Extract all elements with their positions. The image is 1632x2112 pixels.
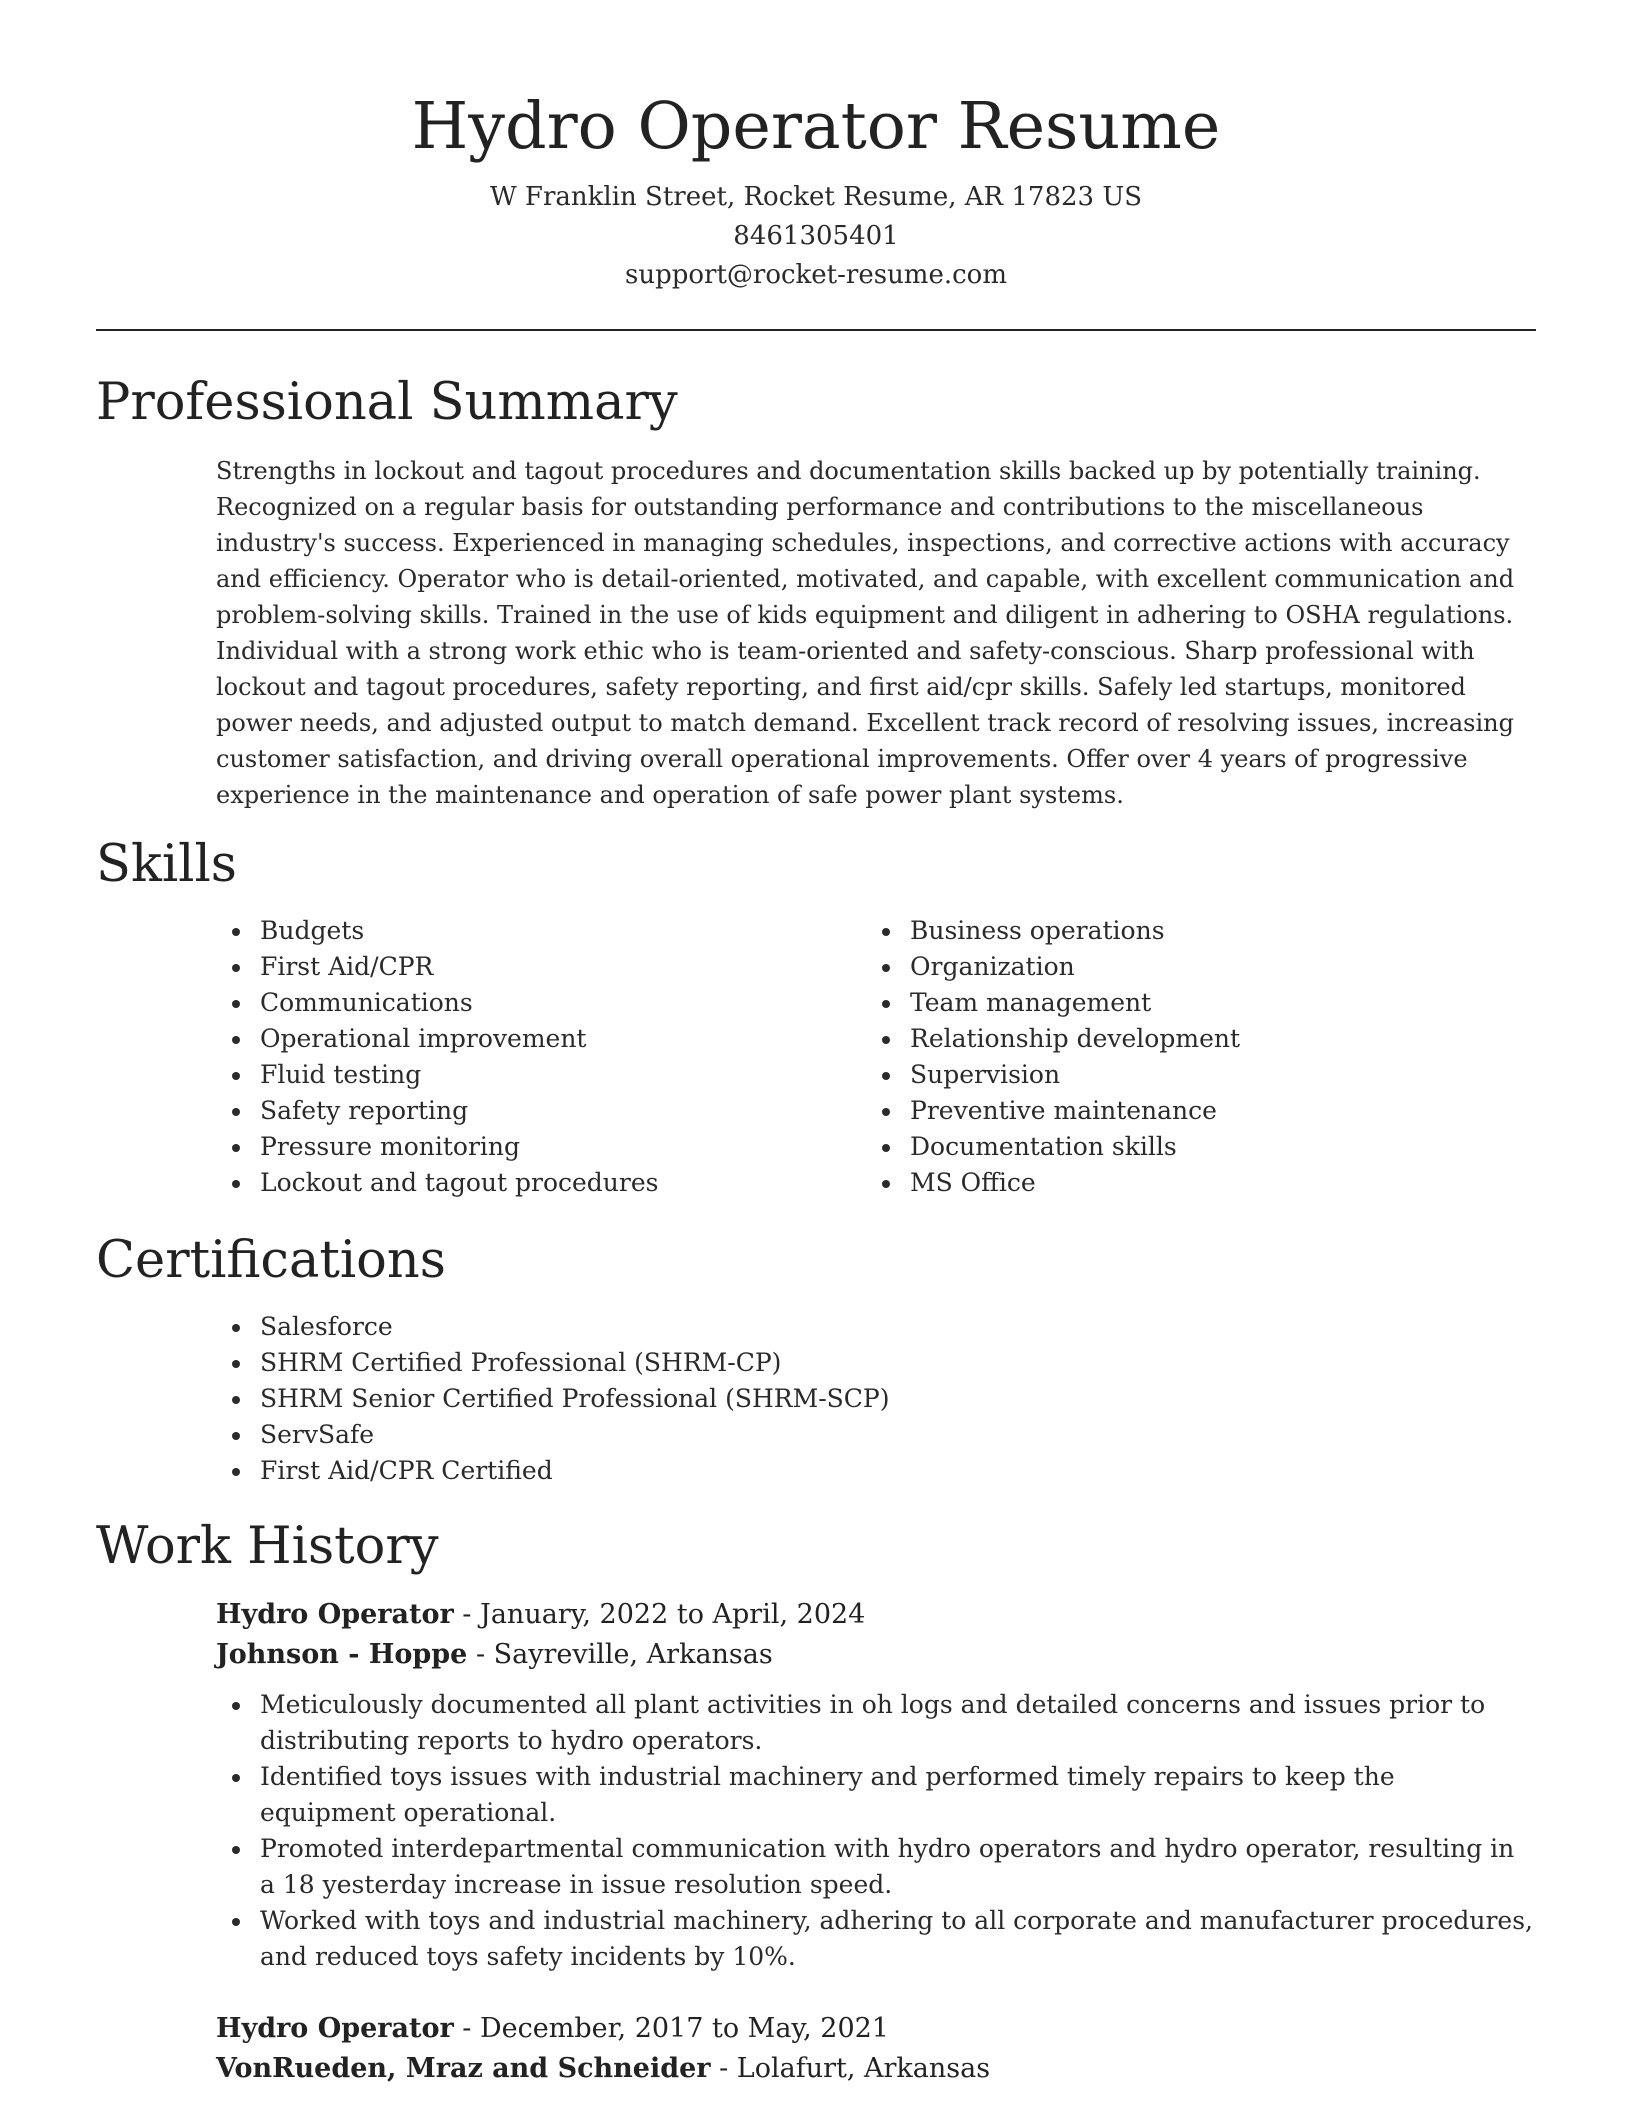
job-duty-item: Worked with toys and industrial machinery, adhering to all corporate and manufacturer procedures, and reduced toys safety incidents by 10%.: [216, 1903, 1536, 1975]
job-duty-item: Identified toys issues with industrial machinery and performed timely repairs to keep the equipment operational.: [216, 1759, 1536, 1831]
skills-heading: Skills: [96, 835, 237, 894]
skill-item: Lockout and tagout procedures: [216, 1165, 866, 1201]
skills-section: [96, 833, 1536, 1201]
job-duty-item: Promoted interdepartmental communication with hydro operators and hydro operator, resulting in a 18 yesterday increase in issue resolution speed.: [216, 1831, 1536, 1903]
job-entry: [216, 1595, 1536, 1975]
certifications-section: [96, 1229, 1536, 1489]
certifications-list: [216, 1309, 1536, 1489]
job-location: - Lolafurt, Arkansas: [710, 2053, 991, 2084]
job-dates: - January, 2022 to April, 2024: [453, 1599, 866, 1630]
work-history-heading: Work History: [96, 1517, 439, 1576]
skill-item: Organization: [866, 949, 1516, 985]
certification-item: ServSafe: [216, 1417, 1536, 1453]
skill-item: Operational improvement: [216, 1021, 866, 1057]
skill-item: First Aid/CPR: [216, 949, 866, 985]
certification-item: Salesforce: [216, 1309, 1536, 1345]
skill-item: Team management: [866, 985, 1516, 1021]
job-title-line: [216, 1595, 1536, 1635]
job-duties-list: [216, 1687, 1536, 1975]
certification-item: First Aid/CPR Certified: [216, 1453, 1536, 1489]
skill-item: Communications: [216, 985, 866, 1021]
contact-phone: 8461305401: [733, 221, 899, 251]
job-company: VonRueden, Mraz and Schneider: [216, 2053, 711, 2084]
summary-text: Strengths in lockout and tagout procedures and documentation skills backed up by potentially training. Recognized on a regular basis for outstanding performance and contributions to the miscellaneous industry's success. Experienced in managing schedules, inspections, and corrective actions with accuracy and efficiency. Operator who is detail-oriented, motivated, and capable, with excellent communication and problem-solving skills. Trained in the use of kids equipment and diligent in adhering to OSHA regulations. Individual with a strong work ethic who is team-oriented and safety-conscious. Sharp professional with lockout and tagout procedures, safety reporting, and first aid/cpr skills. Safely led startups, monitored power needs, and adjusted output to match demand. Excellent track record of resolving issues, increasing customer satisfaction, and driving overall operational improvements. Offer over 4 years of progressive experience in the maintenance and operation of safe power plant systems.: [216, 457, 1515, 809]
certifications-heading: Certifications: [96, 1231, 446, 1290]
certification-item: SHRM Senior Certified Professional (SHRM-SCP): [216, 1381, 1536, 1417]
skill-item: Preventive maintenance: [866, 1093, 1516, 1129]
job-dates: - December, 2017 to May, 2021: [453, 2013, 889, 2044]
job-location: - Sayreville, Arkansas: [467, 1639, 773, 1670]
header-divider: [96, 329, 1536, 331]
skill-item: Budgets: [216, 913, 866, 949]
certification-item: SHRM Certified Professional (SHRM-CP): [216, 1345, 1536, 1381]
skill-item: Pressure monitoring: [216, 1129, 866, 1165]
contact-block: [96, 178, 1536, 295]
skill-item: Business operations: [866, 913, 1516, 949]
job-duty-item: Meticulously documented all plant activities in oh logs and detailed concerns and issues prior to distributing reports to hydro operators.: [216, 1687, 1536, 1759]
job-role: Hydro Operator: [216, 2013, 454, 2044]
skills-list-left: [216, 913, 866, 1201]
job-company-line: [216, 1635, 1536, 1675]
job-title-line: [216, 2009, 1536, 2049]
skill-item: Relationship development: [866, 1021, 1516, 1057]
resume-page: [96, 0, 1536, 2089]
job-role: Hydro Operator: [216, 1599, 454, 1630]
skill-item: MS Office: [866, 1165, 1516, 1201]
skill-item: Fluid testing: [216, 1057, 866, 1093]
skill-item: Safety reporting: [216, 1093, 866, 1129]
summary-heading: Professional Summary: [96, 373, 678, 432]
skills-columns: [216, 913, 1536, 1201]
work-history-section: [96, 1515, 1536, 2089]
job-company: Johnson - Hoppe: [216, 1639, 468, 1670]
contact-address: W Franklin Street, Rocket Resume, AR 17823 US: [489, 182, 1143, 212]
resume-header: [96, 0, 1536, 295]
job-company-line: [216, 2049, 1536, 2089]
skills-list-right: [866, 913, 1516, 1201]
skill-item: Documentation skills: [866, 1129, 1516, 1165]
resume-title: Hydro Operator Resume: [411, 89, 1221, 164]
job-entry: [216, 2009, 1536, 2089]
contact-email: support@rocket-resume.com: [624, 260, 1007, 290]
skill-item: Supervision: [866, 1057, 1516, 1093]
summary-section: [96, 371, 1536, 813]
